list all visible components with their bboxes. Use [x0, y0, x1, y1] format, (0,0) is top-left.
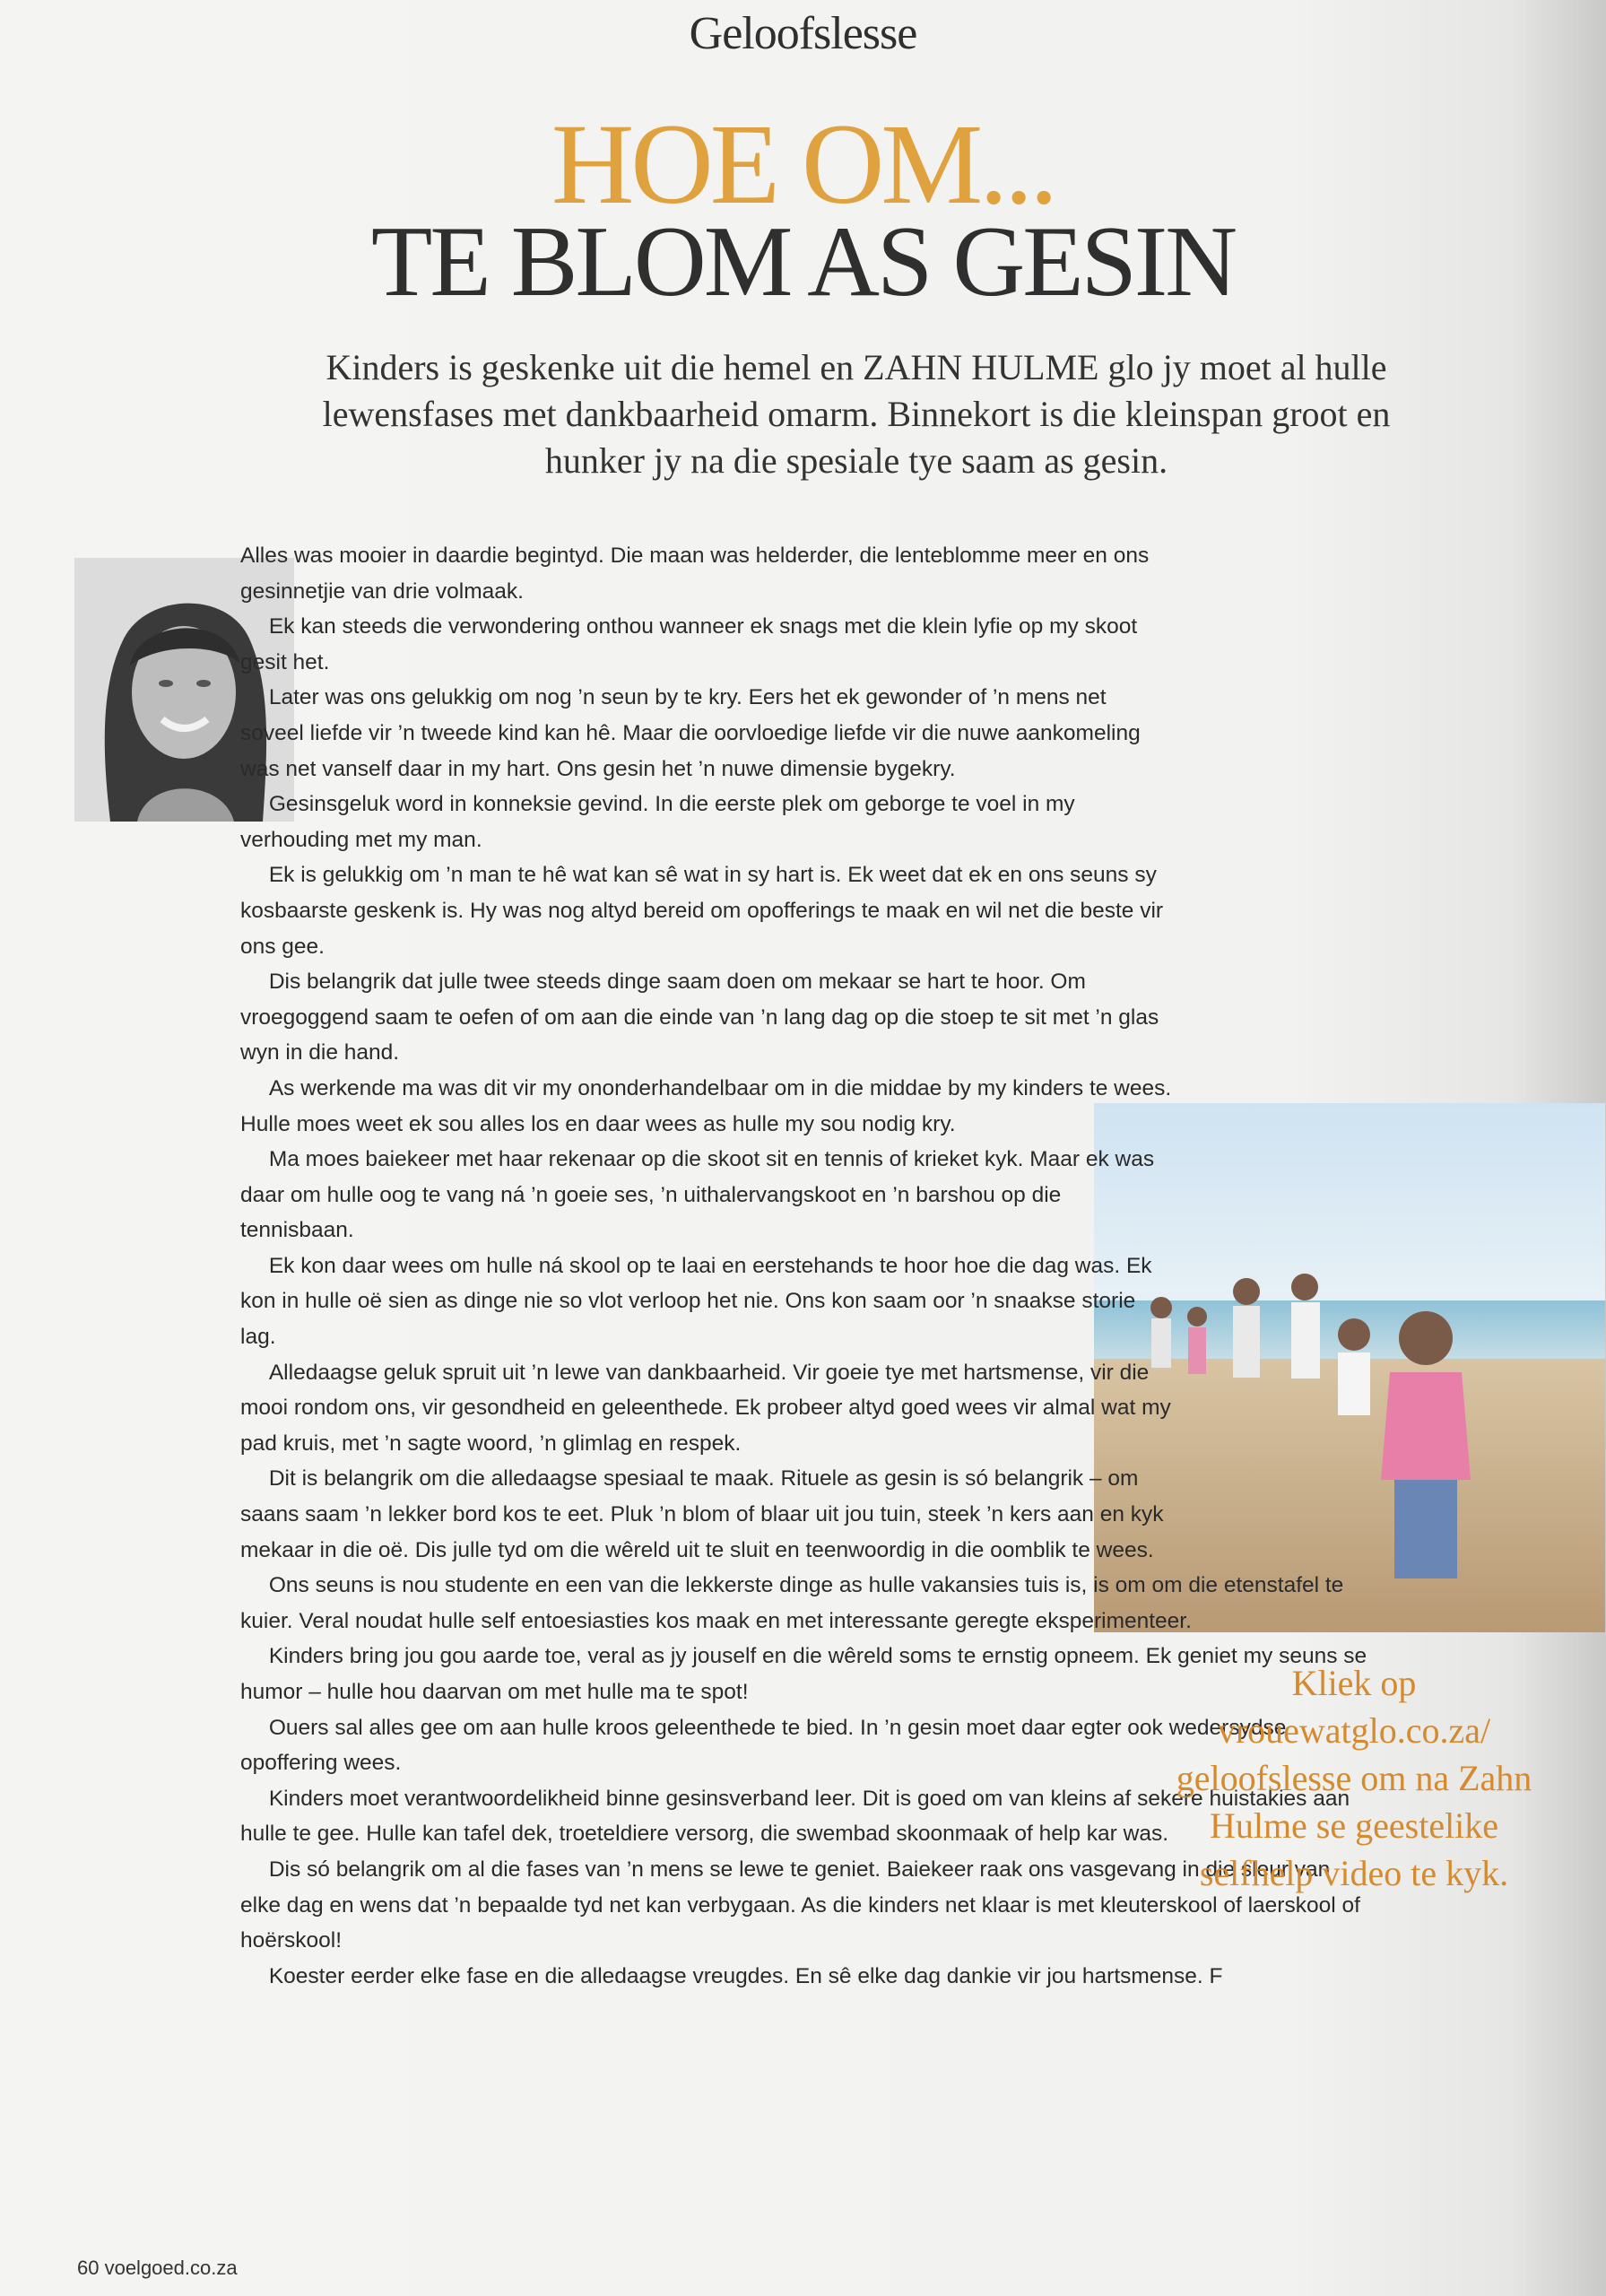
body-paragraph: Ma moes baiekeer met haar rekenaar op die skoot sit en tennis of krieket kyk. Maar ek was daar om hulle oog te vang ná ’n goeie ses, ’n uithalervangskoot en ’n barshou op die tennisbaan. [240, 1147, 1155, 1243]
pull-quote-video-link[interactable]: Kliek op vrouewatglo.co.za/ geloofslesse om na Zahn Hulme se geestelike selfhelp video te kyk. [1176, 1663, 1532, 1893]
body-paragraph: Gesinsgeluk word in konneksie gevind. In die eerste plek om geborge te voel in my verhouding met my man. [240, 792, 1075, 852]
family-photo-spacer [1173, 538, 1603, 1543]
body-paragraph: Koester eerder elke fase en die alledaagse vreugdes. En sê elke dag dankie vir jou hartsmense. F [268, 1963, 1223, 1988]
body-paragraph: Dis só belangrik om al die fases van ’n mens se lewe te geniet. Baiekeer raak ons vasgevang in die sleur van elke dag en wens dat ’n bepaalde tyd net kan verbygaan. As die kinders net klaar is met kleuterskool of laerskool of hoërskool! [240, 1857, 1360, 1953]
body-paragraph: Kinders moet verantwoordelikheid binne gesinsverband leer. Dit is goed om van kleins af sekere huistakies aan hulle te gee. Hulle kan tafel dek, troeteldiere versorg, die swembad skoonmaak of help kar was. [240, 1786, 1350, 1847]
body-paragraph: Ek kon daar wees om hulle ná skool op te laai en eerstehands te hoor hoe die dag was. Ek kon in hulle oë sien as dinge nie so vlot verloop het nie. Ons kon saam oor ’n snaakse storie lag. [240, 1253, 1152, 1350]
author-photo-spacer [0, 538, 114, 843]
body-paragraph: Ons seuns is nou studente en een van die lekkerste dinge as hulle vakansies tuis is, is om om die etenstafel te kuier. Veral noudat hulle self entoesiasties kos maak en met interessante geregte eksperimenteer. [240, 1573, 1344, 1633]
body-paragraph: Alledaagse geluk spruit uit ’n lewe van dankbaarheid. Vir goeie tye met hartsmense, vir die mooi rondom ons, vir gesondheid en geleenthede. Ek probeer altyd goed wees vir almal wat my pad kruis, met ’n sagte woord, ’n glimlag en respek. [240, 1360, 1171, 1456]
headline-line-2: TE BLOM AS GESIN [370, 206, 1236, 317]
section-label: Geloofslesse [689, 8, 917, 59]
headline-line-1: HOE OM... [551, 100, 1055, 228]
footer-page-number: 60 voelgoed.co.za [77, 2257, 238, 2279]
body-paragraph: Ek is gelukkig om ’n man te hê wat kan sê wat in sy hart is. Ek weet dat ek en ons seuns sy kosbaarste geskenk is. Hy was nog altyd bereid om opofferings te maak en wil net die beste vir ons gee. [240, 863, 1164, 959]
body-paragraph: Dis belangrik dat julle twee steeds dinge saam doen om mekaar se hart te hoor. Om vroegoggend saam te oefen of om aan die einde van ’n lang dag op die stoep te sit met ’n glas wyn in die hand. [240, 970, 1159, 1065]
body-paragraph: Later was ons gelukkig om nog ’n seun by te kry. Eers het ek gewonder of ’n mens net soveel liefde vir ’n tweede kind kan hê. Maar die oorvloedige liefde vir die nuwe aankomeling was net vanself daar in my hart. Ons gesin het ’n nuwe dimensie bygekry. [240, 685, 1141, 781]
body-paragraph: As werkende ma was dit vir my ononderhandelbaar om in die middae by my kinders te wees. Hulle moes weet ek sou alles los en daar wees as hulle my sou nodig kry. [240, 1075, 1172, 1136]
body-paragraph: Ouers sal alles gee om aan hulle kroos geleenthede te bied. In ’n gesin moet daar egter ook wedersydse opoffering wees. [240, 1715, 1287, 1776]
standfirst: Kinders is geskenke uit die hemel en ZAHN HULME glo jy moet al hulle lewensfases met dankbaarheid omarm. Binnekort is die kleinspan groot en hunker jy na die spesiale tye saam as gesin. [322, 347, 1391, 481]
body-paragraph: Alles was mooier in daardie begintyd. Die maan was helderder, die lenteblomme meer en ons gesinnetjie van drie volmaak. [240, 544, 1150, 604]
body-paragraph: Dit is belangrik om die alledaagse spesiaal te maak. Rituele as gesin is só belangrik – om saans saam ’n lekker bord kos te eet. Pluk ’n blom of blaar uit jou tuin, steek ’n kers aan en kyk mekaar in die oë. Dis julle tyd om die wêreld uit te sluit en teenwoordig in die oomblik te wees. [240, 1466, 1164, 1562]
body-paragraph: Ek kan steeds die verwondering onthou wanneer ek snags met die klein lyfie op my skoot gesit het. [240, 614, 1138, 674]
body-paragraph: Kinders bring jou gou aarde toe, veral as jy jouself en die wêreld soms te ernstig opneem. Ek geniet my seuns se humor – hulle hou daarvan om met hulle ma te spot! [240, 1644, 1367, 1704]
